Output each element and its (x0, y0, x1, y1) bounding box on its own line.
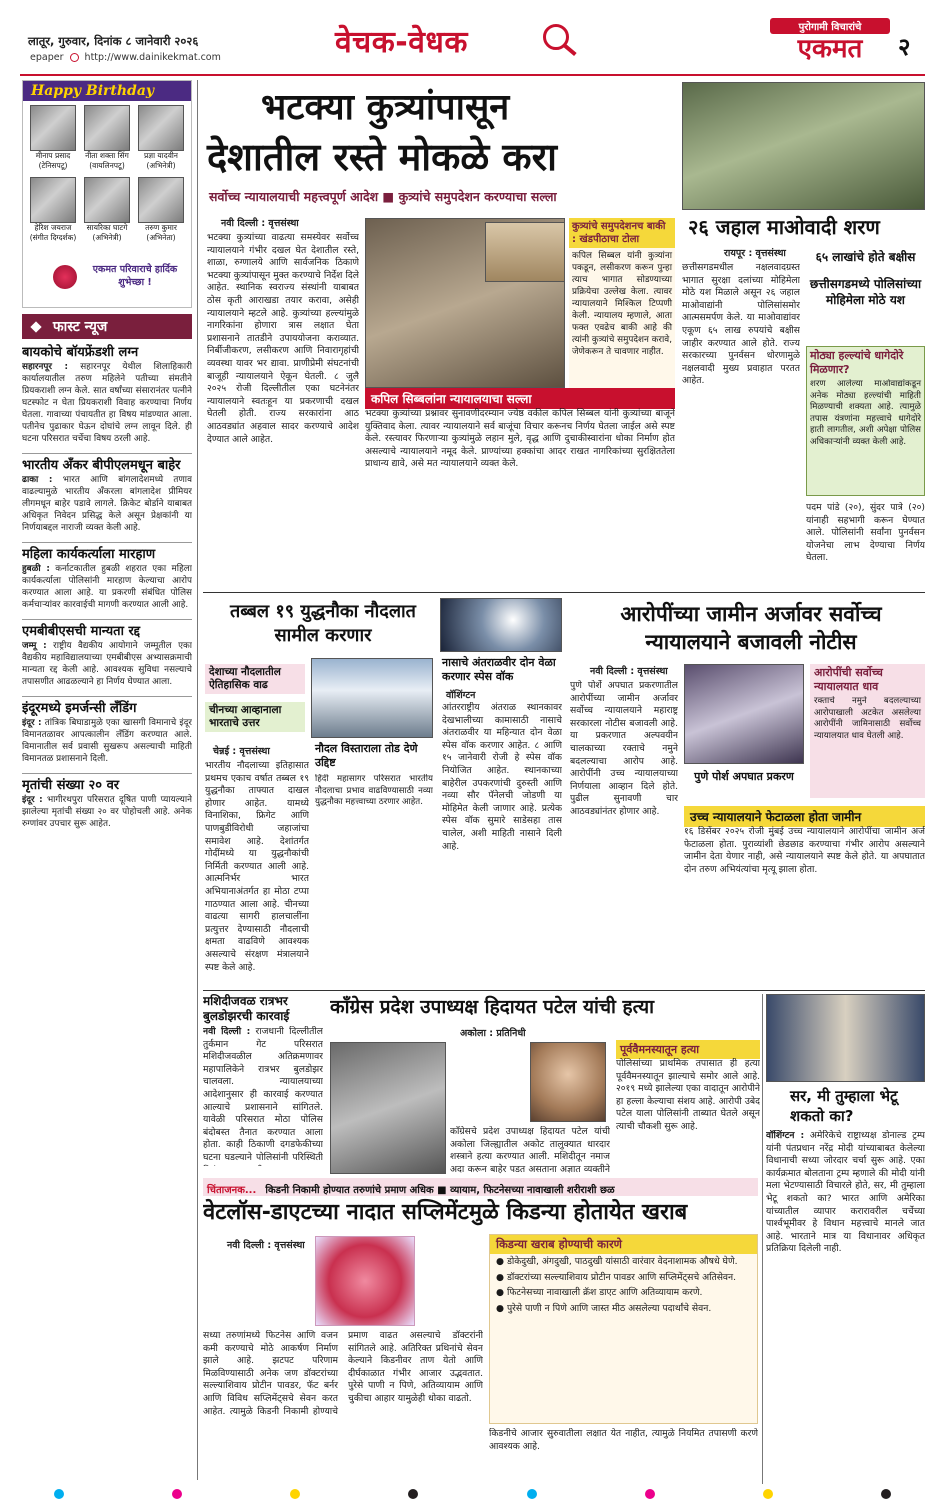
space-byline: वॉशिंग्टन (446, 690, 476, 701)
trump-photo (766, 994, 925, 1082)
lead-subhead: सर्वोच्च न्यायालयाची महत्त्वपूर्ण आदेश ■ कुत्र्यांचे समुपदेशन करण्याचा सल्ला (209, 189, 557, 204)
congress-side-body: पोलिसांच्या प्राथमिक तपासात ही हत्या पूर्ववैमनस्यातून झाल्याचे समोर आले आहे. २०१९ मध्ये झालेल्या एका वादातून आरोपीने हा हल्ला केल्याचा संशय आहे. आरोपी उबेद पटेल याला पोलिसांनी ताब्यात घेतले असून त्याची चौकशी सुरू आहे. (616, 1058, 760, 1132)
bail-body: पुणे पोर्शे अपघात प्रकरणातील आरोपींच्या जामीन अर्जावर सर्वोच्च न्यायालयाने महाराष्ट्र सरकारला नोटीस बजावली आहे. या प्रकरणात अल्पवयीन चालकाच्या रक्ताचे नमुने बदलल्याचा आरोप आहे. आरोपींनी उच्च न्यायालयाच्या निर्णयाला आव्हान दिले होते. पुढील सुनावणी चार आठवड्यांनंतर होणार आहे. (570, 680, 678, 817)
section-rule-1 (203, 592, 925, 593)
website-url[interactable]: http://www.dainikekmat.com (84, 52, 221, 63)
birthday-role: (टेनिसपटू) (38, 161, 68, 170)
lead-story (203, 80, 675, 580)
bulldozer-byline: नवी दिल्ली : (203, 1026, 251, 1037)
maoist-sub2: छत्तीसगडमध्ये पोलिसांच्या मोहिमेला मोठे यश (809, 277, 922, 307)
fast-news-item (22, 696, 192, 765)
bail-highlight-body: १६ डिसेंबर २०२५ रोजी मुंबई उच्च न्यायालयाने आरोपींचा जामीन अर्ज फेटाळला होता. पुराव्यांशी छेडछाड करण्याचा गंभीर आरोप असल्याने जामीन देता येणार नाही, असे न्यायालयाने स्पष्ट केले होते. या अपघातात दोन तरुण अभियंत्यांचा मृत्यू झाला होता. (684, 826, 925, 875)
birthday-photo (30, 105, 76, 151)
birthday-person (135, 177, 187, 243)
sidebar-divider (197, 80, 198, 1480)
trump-body (766, 1130, 925, 1480)
fast-news-title: फास्ट न्यूज (52, 319, 108, 335)
birthday-person (27, 177, 79, 243)
masthead (0, 0, 945, 80)
health-story (203, 1178, 758, 1484)
lead-headline-line2: देशातील रस्ते मोकळे करा (207, 135, 557, 179)
bail-story (568, 598, 925, 988)
birthday-name: सायरिका घाटगे (86, 223, 128, 232)
maoist-sub1: ६५ लाखांचे होते बक्षीस (815, 250, 916, 264)
bulldozer-story (203, 994, 323, 1174)
lead-sidebar-body: कपिल सिब्बल यांनी कुत्र्यांना पकडून, लसीकरण करून पुन्हा त्याच भागात सोडण्याच्या प्रक्रियेचा उल्लेख केला. त्यावर न्यायालयाने मिश्किल टिप्पणी केली. न्यायालय म्हणाले, आता फक्त एवढेच बाकी आहे की त्यांनी कुत्र्यांचे समुपदेशन करावे, जेणेकरून ते चावणार नाहीत. (572, 251, 672, 357)
fast-news-place: हुबळी : (22, 564, 50, 574)
fast-news-text: सहारनपूर येथील शिलाहिकारी कार्यालयातील तरुण महिलेने पतीच्या संमतीने प्रियकराशी लग्न केले. सात वर्षांच्या संसारानंतर पत्नीने घटस्फोट न घेता प्रियकराशी विवाह करण्याचा निर्णय घेतला. गावाच्या पंचायतीत हा विषय मांडण्यात आला. पतीनेच पुढाकार घेऊन दोघांचे लग्न लावून दिले. ही घटना परिसरात चर्चेचा विषय ठरली आहे. (22, 362, 192, 444)
fast-news-item (22, 453, 192, 534)
health-cause-item: ● फिटनेसच्या नावाखाली क्रॅश डाएट आणि अतिव्यायाम करणे. (496, 1287, 703, 1299)
fast-news-bar (22, 314, 192, 339)
birthday-role: (वायलिनपटू) (89, 161, 125, 170)
birthday-name: प्रज्ञा यादवीन (144, 151, 178, 160)
fast-news-head: एमबीबीएसची मान्यता रद्द (22, 624, 141, 639)
lead-sidebar (569, 218, 675, 388)
brand-block (770, 18, 890, 70)
lead-photo-court (485, 222, 565, 282)
trump-story (766, 994, 925, 1484)
bail-highlight: उच्च न्यायालयाने फेटाळला होता जामीन (684, 806, 925, 827)
congress-headline: काँग्रेस प्रदेश उपाध्यक्ष हिदायत पटेल यांची हत्या (330, 996, 655, 1018)
congress-body: काँग्रेसचे प्रदेश उपाध्यक्ष हिदायत पटेल यांची अकोला जिल्ह्यातील अकोट तालुक्यात धारदार शस्त्राने हत्या करण्यात आली. मशिदीतून नमाज अदा करून बाहेर पडत असताना अज्ञात व्यक्तीने (450, 1126, 610, 1174)
bail-side-head: आरोपींची सर्वोच्च न्यायालयात धाव (814, 666, 883, 693)
navy-box1: देशाच्या नौदलातील ऐतिहासिक वाढ (205, 664, 305, 694)
maoist-byline: रायपूर : वृत्तसंस्था (724, 248, 786, 259)
registration-dot (527, 1489, 537, 1499)
navy-photo-head: नौदल विस्ताराला तोड देणे उद्दिष्ट (315, 742, 418, 769)
fast-news-place: सहारनपूर : (22, 362, 68, 372)
registration-dot (54, 1489, 64, 1499)
epaper-label: epaper (30, 52, 64, 63)
fast-news-place: इंदूर : (22, 795, 43, 805)
fast-news-place: जम्मू : (22, 641, 47, 651)
fast-news-body (22, 640, 192, 688)
trump-text: अमेरिकेचे राष्ट्राध्यक्ष डोनाल्ड ट्रम्प यांनी पंतप्रधान नरेंद्र मोदी यांच्याबाबत केलेल्या विधानाची सध्या जोरदार चर्चा सुरू आहे. एका कार्यक्रमात बोलताना ट्रम्प म्हणाले की मोदी यांनी मला भेटण्यासाठी विचारले होते, सर, मी तुम्हाला भेटू शकतो का? भारत आणि अमेरिका यांच्यातील व्यापार करारावरील चर्चेच्या पार्श्वभूमीवर हे विधान महत्त्वाचे मानले जात आहे. भारताने मात्र या विधानावर अधिकृत प्रतिक्रिया दिलेली नाही. (766, 1130, 925, 1255)
trump-divider (762, 994, 763, 1484)
navy-byline: चेन्नई : वृत्तसंस्था (213, 746, 270, 757)
dateline: लातूर, गुरुवार, दिनांक ८ जानेवारी २०२६ (28, 34, 199, 48)
bail-side-box (810, 664, 925, 798)
maoist-headline: २६ जहाल माओवादी शरण (688, 215, 880, 239)
health-cause-text: पुरेसे पाणी न पिणे आणि जास्त मीठ असलेल्या पदार्थांचे सेवन. (506, 1302, 712, 1314)
maoist-question: मोठ्या हल्ल्यांचे धागेदोरे मिळणार? (810, 349, 904, 376)
birthday-photo (138, 105, 184, 151)
birthday-person (81, 105, 133, 171)
health-cause-text: डोकेदुखी, अंगदुखी, पाठदुखी यांसाठी वारंवार वेदनाशामक औषधे घेणे. (506, 1256, 738, 1267)
health-headline: वेटलॉस-डाएटच्या नादात सप्लिमेंटमुळे किडन्या होतायेत खराब (203, 1200, 688, 1225)
lead-caption: कपिल सिब्बलांना न्यायालयाचा सल्ला (365, 388, 675, 409)
fast-news-body (22, 361, 192, 445)
fast-news-body (22, 474, 192, 534)
bullet-icon (30, 321, 41, 332)
fast-news-body (22, 563, 192, 611)
health-body-top (203, 1254, 311, 1326)
bail-headline: आरोपींच्या जामीन अर्जावर सर्वोच्च न्यायालयाने बजावली नोटीस (620, 602, 882, 654)
fast-news-head: भारतीय अँकर बीपीएलमधून बाहेर (22, 458, 181, 473)
birthday-role: (संगीत दिग्दर्शक) (29, 233, 77, 242)
health-causes-box (489, 1234, 758, 1424)
maoist-photo (682, 82, 925, 210)
fast-news (22, 314, 192, 1484)
space-headline: नासाचे अंतराळवीर दोन वेळा करणार स्पेस वॉक (442, 656, 556, 683)
birthday-photo (30, 177, 76, 223)
fast-news-text: भागीरथपुरा परिसरात दूषित पाणी प्यायल्याने झालेल्या मृतांची संख्या २० वर पोहोचली आहे. अनेक रुग्णांवर उपचार सुरू आहेत. (22, 795, 192, 829)
congress-body-col (450, 1042, 526, 1122)
fast-news-body (22, 717, 192, 765)
fast-news-head: महिला कार्यकर्त्याला मारहाण (22, 547, 156, 562)
health-byline: नवी दिल्ली : वृत्तसंस्था (227, 1240, 305, 1251)
maoist-question-body: शरण आलेल्या माओवाद्यांकडून अनेक मोठ्या हल्ल्यांची माहिती मिळण्याची शक्यता आहे. त्यामुळे तपास यंत्रणांना महत्त्वाचे धागेदोरे हाती लागतील, अशी अपेक्षा पोलिस अधिकाऱ्यांनी व्यक्त केली आहे. (810, 379, 921, 447)
fast-news-head: मृतांची संख्या २० वर (22, 778, 120, 793)
birthday-photo (84, 177, 130, 223)
birthday-role: (अभिनेता) (146, 233, 176, 242)
health-kidney-image (315, 1236, 415, 1326)
brand-tagline: पुरोगामी विचारांचे (770, 18, 890, 34)
registration-dot (881, 1489, 891, 1499)
birthday-role: (अभिनेत्री) (146, 161, 176, 170)
birthday-box (22, 80, 192, 308)
lead-sidebar-head: कुत्र्यांचे समुपदेशनच बाकी : खंडपीठाचा टोला (569, 218, 675, 248)
congress-story (330, 994, 760, 1174)
health-causes-list (490, 1254, 757, 1320)
health-causes-head: किडन्या खराब होण्याची कारणे (490, 1235, 757, 1254)
bulldozer-headline: मशिदीजवळ रात्रभर बुलडोझरची कारवाई (203, 994, 290, 1023)
health-cause-item: ● पुरेसे पाणी न पिणे आणि जास्त मीठ असलेल्या पदार्थांचे सेवन. (496, 1302, 712, 1314)
page-number: २ (898, 33, 911, 61)
maoist-story (682, 80, 925, 600)
space-body: आंतरराष्ट्रीय अंतराळ स्थानकावर देखभालीच्या कामासाठी नासाचे अंतराळवीर या महिन्यात दोन वेळा स्पेस वॉक करणार आहेत. ८ आणि १५ जानेवारी रोजी हे स्पेस वॉक नियोजित आहेत. स्थानकाच्या बाहेरील उपकरणांची दुरुस्ती आणि नव्या सौर पॅनेलची जोडणी या मोहिमेत केली जाणार आहे. प्रत्येक स्पेस वॉक सुमारे साडेसहा तास चालेल, अशी माहिती नासाने दिली आहे. (442, 702, 562, 852)
birthday-role: (अभिनेत्री) (92, 233, 122, 242)
health-ribbon (203, 1178, 758, 1196)
health-tail: किडनीचे आजार सुरुवातीला लक्षात येत नाहीत, त्यामुळे नियमित तपासणी करणे आवश्यक आहे. (489, 1428, 758, 1452)
fast-news-item (22, 773, 192, 830)
bail-photo-label: पुणे पोर्श अपघात प्रकरण (694, 770, 794, 783)
brand-logo: एकमत (797, 34, 863, 64)
fast-news-text: राष्ट्रीय वैद्यकीय आयोगाने जम्मूतील एका वैद्यकीय महाविद्यालयाच्या एमबीबीएस अभ्यासक्रमाची मान्यता रद्द केली आहे. आवश्यक सुविधा नसल्याचे तपासणीत आढळल्याने हा निर्णय घेण्यात आला. (22, 641, 192, 687)
fast-news-item (22, 345, 192, 445)
navy-box2: चीनच्या आव्हानाला भारताचे उत्तर (205, 702, 305, 732)
bulldozer-text: राजधानी दिल्लीतील तुर्कमान गेट परिसरात मशिदीजवळील अतिक्रमणावर महापालिकेने रात्रभर बुलडोझर चालवला. न्यायालयाच्या आदेशानुसार ही कारवाई करण्यात आल्याचे प्रशासनाने सांगितले. यावेळी परिसरात मोठा पोलिस बंदोबस्त तैनात करण्यात आला होता. काही ठिकाणी दगडफेकीच्या घटना घडल्याने पोलिसांनी परिस्थिती (203, 1026, 323, 1163)
birthday-title: Happy Birthday (23, 81, 191, 101)
trump-headline: सर, मी तुम्हाला भेटू शकतो का? (790, 1087, 898, 1125)
fast-news-place: ढाका : (22, 475, 53, 485)
fast-news-head: बायकोचे बॉयफ्रेंडशी लग्न (22, 345, 139, 360)
navy-photo-body: हिंदी महासागर परिसरात भारतीय नौदलाचा प्रभाव वाढविण्यासाठी नव्या युद्धनौका महत्त्वाच्या ठरणार आहेत. (315, 774, 433, 807)
lead-caption-body: भटक्या कुत्र्यांच्या प्रश्नावर सुनावणीदरम्यान ज्येष्ठ वकील कपिल सिब्बल यांनी कुत्र्यांच्या बाजूने युक्तिवाद केला. त्यावर न्यायालयाने सर्व बाजूंचा विचार करूनच निर्णय घेतला जाईल असे स्पष्ट केले. रस्त्यावर फिरणाऱ्या कुत्र्यांमुळे लहान मुले, वृद्ध आणि दुचाकीस्वारांना धोका निर्माण होत असल्याचे न्यायालयाने नमूद केले. प्राण्यांच्या हक्कांचा आदर राखत नागरिकांच्या सुरक्षिततेला प्राधान्य द्यावे, असे मत न्यायालयाने व्यक्त केले. (365, 408, 675, 470)
registration-dot (645, 1489, 655, 1499)
lead-byline: नवी दिल्ली : वृत्तसंस्था (221, 218, 299, 229)
lead-body: भटक्या कुत्र्यांच्या वाढत्या समस्येवर सर्वोच्च न्यायालयाने गंभीर दखल घेत देशातील रस्ते, शाळा, रुग्णालये आणि सार्वजनिक ठिकाणे भटक्या कुत्र्यांपासून मुक्त करण्याचे निर्देश दिले आहेत. स्थानिक स्वराज्य संस्थांनी याबाबत ठोस कृती आराखडा तयार करावा, असेही न्यायालयाने म्हटले आहे. कुत्र्यांच्या हल्ल्यांमुळे नागरिकांना होणारा त्रास लक्षात घेता प्रशासनाने तातडीने उपाययोजना कराव्यात. निर्बीजीकरण, लसीकरण आणि निवारागृहांची व्यवस्था यावर भर द्यावा. प्राणीप्रेमी संघटनांची बाजूही न्यायालयाने ऐकून घेतली. ८ जुलै २०२५ रोजी दिल्लीतील एका घटनेनंतर न्यायालयाने स्वतःहून या प्रकरणाची दखल घेतली होती. राज्य सरकारांना आठ आठवड्यांत अहवाल सादर करण्याचे आदेश देण्यात आले आहेत. (207, 232, 359, 445)
birthday-person (81, 177, 133, 243)
health-ribbon-label: चिंताजनक... (207, 1185, 257, 1196)
fast-news-place: इंदूर : (22, 718, 42, 728)
navy-story (203, 598, 433, 988)
bail-byline: नवी दिल्ली : वृत्तसंस्था (590, 666, 668, 677)
space-story (440, 598, 562, 988)
trump-byline: वॉशिंग्टन : (766, 1130, 805, 1141)
congress-photo-crowd (330, 1042, 446, 1174)
registration-dot (290, 1489, 300, 1499)
navy-headline: तब्बल १९ युद्धनौका नौदलात सामील करणार (230, 601, 416, 646)
fast-news-text: भारत आणि बांगलादेशमध्ये तणाव वाढल्यामुळे भारतीय अँकरला बांगलादेश प्रीमियर लीगमधून बाहेर पडावे लागले. क्रिकेट बोर्डाने याबाबत अधिकृत निवेदन प्रसिद्ध केले असून प्रेक्षकांनी या निर्णयाबद्दल नाराजी व्यक्त केली आहे. (22, 475, 192, 533)
registration-marks (0, 1486, 945, 1501)
masthead-rule (20, 74, 925, 76)
health-cause-item: ● डॉक्टरांच्या सल्ल्याशिवाय प्रोटीन पावडर आणि सप्लिमेंट्सचे अतिसेवन. (496, 1271, 737, 1283)
registration-dot (763, 1489, 773, 1499)
fast-news-text: तांत्रिक बिघाडामुळे एका खासगी विमानाचे इंदूर विमानतळावर आपत्कालीन लँडिंग करण्यात आले. विमानातील सर्व प्रवासी सुखरूप असल्याची माहिती विमानतळ प्रशासनाने दिली. (22, 718, 192, 764)
health-cause-text: डॉक्टरांच्या सल्ल्याशिवाय प्रोटीन पावडर आणि सप्लिमेंट्सचे अतिसेवन. (506, 1271, 737, 1283)
birthday-person (27, 105, 79, 171)
health-ribbon-text: किडनी निकामी होण्यात तरुणांचे प्रमाण अधिक ■ व्यायाम, फिटनेसच्या नावाखाली शरीराशी छळ (265, 1185, 615, 1196)
health-body: सध्या तरुणांमध्ये फिटनेस आणि वजन कमी करण्याचे मोठे आकर्षण निर्माण झाले आहे. झटपट परिणाम मिळविण्यासाठी अनेक जण डॉक्टरांच्या सल्ल्याशिवाय प्रोटीन पावडर, फॅट बर्नर आणि विविध सप्लिमेंट्सचे सेवन करत आहेत. त्यामुळे किडनी निकामी होण्याचे प्रमाण वाढत असल्याचे डॉक्टरांनी सांगितले आहे. अतिरिक्त प्रथिनांचे सेवन केल्याने किडनीवर ताण येतो आणि दीर्घकाळात गंभीर आजार उद्भवतात. पुरेसे पाणी न पिणे, अतिव्यायाम आणि चुकीचा आहार यामुळेही धोका वाढतो. (203, 1330, 483, 1417)
birthday-name: नीता शक्ता सिंग (85, 151, 129, 160)
navy-body-2 (315, 834, 433, 988)
fast-news-head: इंदूरमध्ये इमर्जन्सी लँडिंग (22, 701, 137, 716)
birthday-wish: एकमत परिवाराचेे हार्दिक शुभेच्छा ! (92, 264, 178, 288)
birthday-name: तरुण कुमार (145, 223, 177, 232)
health-cause-text: फिटनेसच्या नावाखाली क्रॅश डाएट आणि अतिव्यायाम करणे. (506, 1287, 703, 1299)
fast-news-item (22, 542, 192, 611)
birthday-person (135, 105, 187, 171)
congress-side-head: पूर्ववैमनस्यातून हत्या (616, 1040, 760, 1059)
bail-photo (684, 664, 804, 764)
section-rule-2 (203, 990, 925, 991)
globe-icon (70, 53, 79, 62)
health-cause-item: ● डोकेदुखी, अंगदुखी, पाठदुखी यांसाठी वारंवार वेदनाशामक औषधे घेणे. (496, 1256, 738, 1267)
maoist-body: छत्तीसगडमधील नक्षलवादग्रस्त भागात सुरक्षा दलांच्या मोहिमेला मोठे यश मिळाले असून २६ जहाल माओवाद्यांनी पोलिसांसमोर आत्मसमर्पण केले. या माओवाद्यांवर एकूण ६५ लाख रुपयांचे बक्षीस जाहीर करण्यात आले होते. राज्य सरकारच्या पुनर्वसन धोरणामुळे नक्षलवादी मुख्य प्रवाहात परतत आहेत. (682, 262, 800, 387)
fast-news-text: कर्नाटकातील हुबळी शहरात एका महिला कार्यकर्त्याला पोलिसांनी मारहाण केल्याचा आरोप करण्यात आला आहे. या प्रकरणी संबंधित पोलिस कर्मचाऱ्यांवर कारवाईची मागणी करण्यात आली आहे. (22, 564, 192, 610)
navy-body: भारतीय नौदलाच्या इतिहासात प्रथमच एकाच वर्षात तब्बल १९ युद्धनौका ताफ्यात दाखल होणार आहेत. यामध्ये विनाशिका, फ्रिगेट आणि पाणबुडीविरोधी जहाजांचा समावेश आहे. देशांतर्गत गोदींमध्ये या युद्धनौकांची निर्मिती करण्यात आली आहे. आत्मनिर्भर भारत अभियानाअंतर्गत हा मोठा टप्पा गाठण्यात आला आहे. चीनच्या वाढत्या सागरी हालचालींना प्रत्युत्तर देण्यासाठी नौदलाची क्षमता वाढविणे आवश्यक असल्याचे संरक्षण मंत्रालयाने स्पष्ट केले आहे. (205, 760, 309, 973)
magnifier-handle (563, 44, 576, 56)
congress-byline: अकोला : प्रतिनिधी (460, 1028, 526, 1039)
bail-side-body: रक्ताचे नमुने बदलल्याच्या आरोपाखाली अटकेत असलेल्या आरोपींनी जामिनासाठी सर्वोच्च न्यायालयात धाव घेतली आहे. (814, 696, 921, 741)
maoist-question-box (806, 346, 925, 496)
birthday-name: मीनाप प्रसाद (35, 151, 71, 160)
space-photo (440, 598, 562, 652)
epaper-line (30, 52, 221, 63)
registration-dot (172, 1489, 182, 1499)
birthday-photo (138, 177, 184, 223)
section-title (335, 20, 585, 64)
navy-photo (311, 658, 433, 738)
lead-headline-line1: भटक्या कुत्र्यांपासून (261, 87, 510, 128)
section-title-text: वेचक-वेधक (335, 25, 468, 60)
registration-dot (408, 1489, 418, 1499)
congress-photo-portrait (530, 1042, 606, 1122)
birthday-photo (84, 105, 130, 151)
rose-icon (53, 265, 77, 289)
birthday-name: हेरिश जयराज (34, 223, 72, 232)
fast-news-item (22, 619, 192, 688)
maoist-extra: पदम पांडे (२०), सुंदर पात्रे (२०) यांनाही सहभागी करून घेण्यात आले. पोलिसांनी सर्वांना पुनर्वसन योजनेचा लाभ देण्याचा निर्णय घेतला. (806, 502, 925, 564)
fast-news-body (22, 794, 192, 830)
bulldozer-body (203, 1026, 323, 1166)
